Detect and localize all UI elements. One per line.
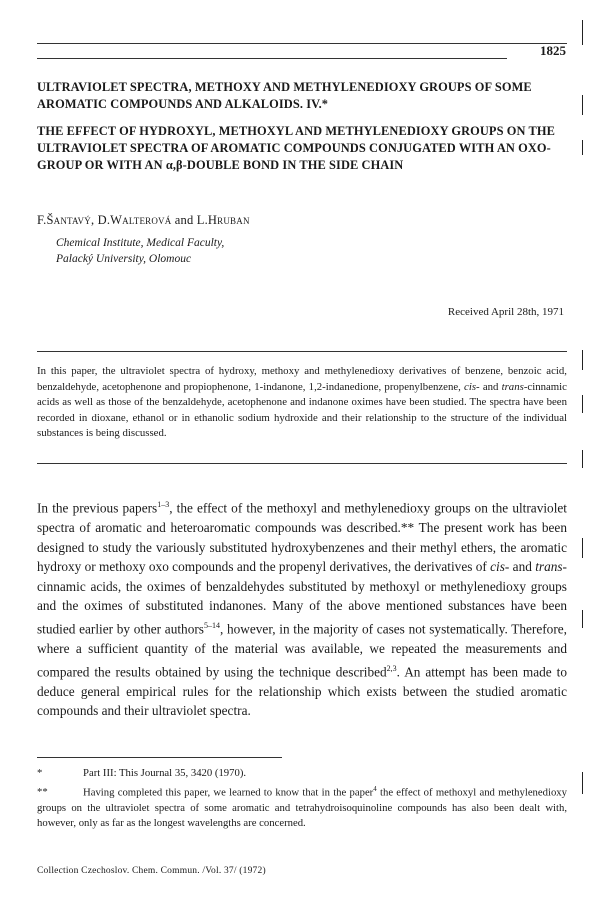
affiliation-line: Palacký University, Olomouc: [56, 253, 192, 265]
author-separator: and: [171, 213, 197, 227]
affiliation: [56, 235, 224, 267]
body-text: , the effect of the methoxyl and methylenedioxy groups on the ultraviolet spectra of aromatic and heteroaromatic compounds was described.: [37, 500, 567, 536]
abstract-text: In this paper, the ultraviolet spectra of hydroxy, methoxy and methylenedioxy derivatives of benzene, benzoic acid, benzaldehyde, acetophenone and propiophenone, 1-indanone, 1,2-indanedione, propenylbenzene,: [37, 365, 567, 393]
author-separator: ,: [90, 213, 98, 227]
margin-mark: [582, 450, 583, 468]
journal-footer: Collection Czechoslov. Chem. Commun. /Vol. 37/ (1972): [37, 866, 266, 876]
footnote-text: Part III: This Journal 35, 3420 (1970).: [83, 767, 247, 779]
body-text: . An attempt has been made to deduce general empirical rules for the relationship which exists between the studied aromatic compounds and their ultraviolet spectra.: [37, 664, 567, 719]
citation: 2,3: [386, 663, 397, 673]
author-name: Walterová: [110, 213, 172, 227]
footnote-text: the effect of methoxyl and methylenedioxy groups on the ultraviolet spectra of some aromatic and tetrahydroisoquinoline compounds has also been dealt with, however, only as far as the longest wavelengths are concerned.: [37, 786, 567, 830]
author-initial: D.: [97, 213, 111, 227]
author-list: [37, 213, 250, 228]
header-rule-short: [37, 58, 507, 59]
body-text: In the previous papers: [37, 500, 158, 516]
abstract-rule-top: [37, 351, 567, 352]
footnote-mark: *: [37, 767, 43, 779]
footnote-mark: **: [400, 520, 415, 536]
abstract-italic: trans: [501, 380, 524, 393]
footnote-item: [37, 766, 567, 782]
citation: 5–14: [203, 620, 220, 630]
body-text: and: [509, 559, 536, 575]
citation: 4: [373, 784, 377, 793]
paper-subtitle: THE EFFECT OF HYDROXYL, METHOXYL AND METHYLENEDIOXY GROUPS ON THE ULTRAVIOLET SPECTRA OF AROMATIC COMPOUNDS CONJUGATED WITH AN OXO-GROUP OR WITH AN α,β-DOUBLE BOND IN THE SIDE CHAIN: [37, 124, 556, 172]
body-text: -cinnamic acids, the oximes of benzaldehydes substituted by methoxyl or methylenedioxy groups and the oximes of substituted indanones. Many of the above mentioned substances have been studied earlier by other authors: [37, 559, 567, 637]
body-text: , however, in the majority of cases not systematically. Therefore, where a sufficient quantity of the material was available, we repeated the measurements and compared the results obtained by using the technique described: [37, 621, 567, 680]
margin-mark: [582, 538, 583, 558]
abstract-italic: cis-: [464, 380, 480, 393]
citation: 1–3: [157, 500, 170, 509]
margin-mark: [582, 350, 583, 370]
footnotes: [37, 766, 567, 832]
paper-title: ULTRAVIOLET SPECTRA, METHOXY AND METHYLENEDIOXY GROUPS OF SOME AROMATIC COMPOUNDS AND ALKALOIDS. IV.*: [37, 80, 532, 111]
body-italic: trans: [535, 559, 563, 575]
body-text: The present work has been designed to study the variously substituted hydroxybenzenes and their methyl ethers, the aromatic hydroxy or methoxy oxo compounds and the propenyl derivatives, the derivatives of: [37, 520, 567, 575]
footnote-rule: [37, 757, 282, 758]
margin-mark: [582, 610, 583, 628]
footnote-text: Having completed this paper, we learned to know that in the paper: [83, 786, 374, 799]
abstract-rule-bottom: [37, 463, 567, 464]
author-name: Šantavý: [46, 213, 91, 227]
margin-mark: [582, 20, 583, 45]
margin-mark: [582, 772, 583, 794]
author-initial: F.: [37, 213, 47, 227]
footnote-mark: **: [37, 786, 48, 799]
body-paragraph: [37, 495, 567, 721]
header-rule-top: [37, 43, 567, 44]
body-italic: cis-: [490, 559, 510, 575]
author-initial: L.: [196, 213, 208, 227]
abstract-text: -cinnamic acids as well as those of the benzaldehyde, acetophenone and indanone oximes have been studied. The spectra have been recorded in dioxane, ethanol or in ethanolic sodium hydroxide and their relationship to the structure of the individual substances is being discussed.: [37, 380, 567, 440]
page-number: 1825: [540, 43, 566, 58]
abstract: [37, 364, 567, 442]
footnote-item: [37, 782, 567, 832]
margin-mark: [582, 140, 583, 155]
affiliation-line: Chemical Institute, Medical Faculty,: [56, 237, 225, 249]
margin-mark: [582, 95, 583, 115]
received-date: Received April 28th, 1971: [447, 306, 564, 318]
abstract-text: and: [479, 380, 502, 393]
author-name: Hruban: [207, 213, 250, 227]
margin-mark: [582, 395, 583, 413]
